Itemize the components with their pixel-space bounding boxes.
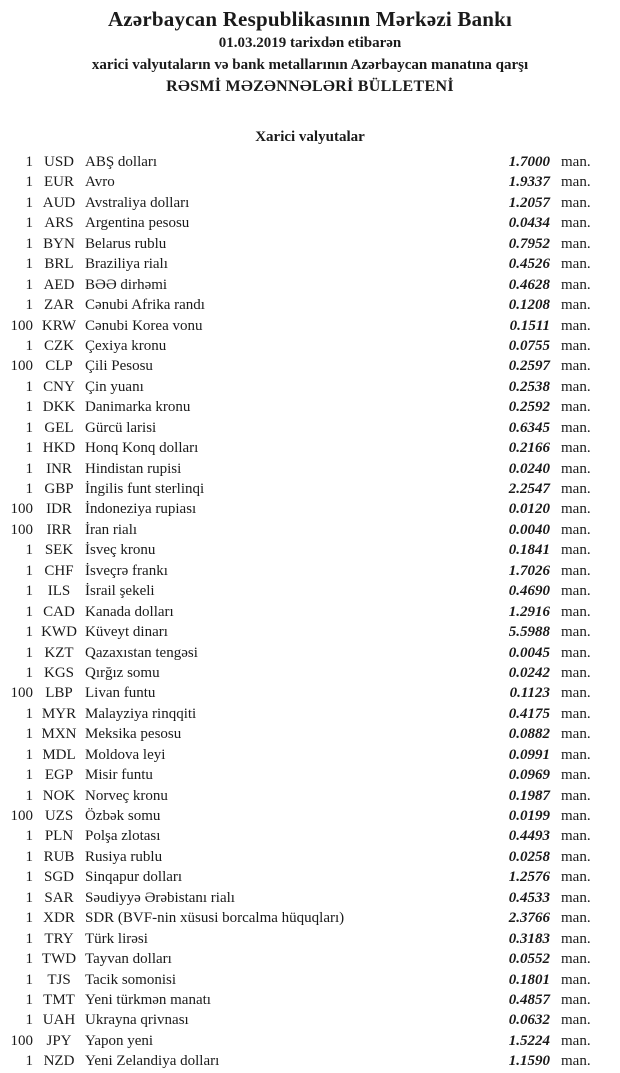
rate-quantity: 1 (25, 337, 33, 354)
rate-unit-label: man. (561, 624, 591, 641)
rate-currency-name: İngilis funt sterlinqi (85, 481, 205, 497)
rate-currency-name: Tayvan dolları (85, 951, 172, 968)
rate-value: 0.1841 (508, 542, 550, 559)
rate-currency-code: GEL (44, 419, 74, 436)
rate-currency-code: AED (43, 276, 75, 293)
rate-currency-name: Misir funtu (85, 767, 153, 784)
rate-currency-name: Moldova leyi (85, 746, 166, 763)
rate-currency-code: CNY (43, 378, 75, 395)
rate-currency-name: BƏƏ dirhəmi (85, 276, 168, 293)
rate-currency-name: Qırğız somu (85, 664, 160, 681)
rate-row (0, 929, 620, 949)
rate-row (0, 745, 620, 765)
rate-quantity: 1 (25, 256, 33, 273)
rate-row (0, 704, 620, 724)
rate-quantity: 100 (10, 521, 33, 538)
section-title-foreign-currencies: Xarici valyutalar (255, 129, 365, 145)
rate-quantity: 1 (25, 664, 33, 681)
rate-unit-label: man. (561, 808, 591, 824)
rate-currency-name: Meksika pesosu (85, 726, 182, 743)
rates-table (0, 152, 620, 1072)
rate-quantity: 1 (25, 848, 33, 865)
rate-value: 0.4533 (508, 889, 550, 906)
rate-row (0, 316, 620, 336)
rate-unit-label: man. (561, 399, 591, 416)
rate-value: 0.1123 (509, 685, 550, 702)
rate-row (0, 724, 620, 744)
rate-currency-code: LBP (45, 685, 73, 702)
rate-value: 1.1590 (508, 1053, 550, 1070)
rate-unit-label: man. (561, 910, 591, 927)
rate-row (0, 397, 620, 417)
rate-row (0, 295, 620, 315)
rate-value: 0.4857 (508, 991, 550, 1008)
rate-quantity: 1 (25, 705, 33, 722)
subject-line: xarici valyutaların və bank metallarının Azərbaycan manatına qarşı (91, 57, 529, 73)
rate-unit-label: man. (561, 869, 591, 886)
rate-quantity: 1 (25, 910, 33, 927)
rate-quantity: 1 (25, 235, 33, 252)
rate-row (0, 1031, 620, 1051)
rate-currency-code: BRL (44, 256, 74, 273)
rate-unit-label: man. (561, 235, 591, 252)
rate-currency-code: TRY (44, 930, 74, 947)
rate-value: 0.1511 (509, 317, 550, 334)
rate-quantity: 1 (25, 215, 33, 232)
rate-quantity: 1 (25, 297, 33, 314)
rate-unit-label: man. (561, 337, 591, 354)
rate-value: 1.7026 (508, 562, 550, 579)
rate-currency-name: Ukrayna qrivnası (85, 1012, 189, 1029)
rate-row (0, 908, 620, 928)
rate-row (0, 540, 620, 560)
rate-value: 0.2538 (508, 378, 550, 395)
rate-currency-name: Yeni türkmən manatı (85, 991, 211, 1008)
rate-currency-name: Braziliya rialı (85, 256, 168, 273)
rate-currency-name: ABŞ dolları (85, 154, 158, 170)
rate-value: 0.4628 (508, 276, 550, 293)
rate-currency-name: SDR (BVF-nin xüsusi borcalma hüquqları) (85, 910, 345, 927)
rate-value: 0.0120 (508, 501, 550, 518)
rate-currency-code: SGD (43, 869, 74, 886)
rate-value: 0.0991 (508, 746, 550, 763)
rate-unit-label: man. (561, 562, 591, 579)
rate-unit-label: man. (561, 664, 591, 681)
rate-currency-code: TJS (47, 971, 71, 988)
rate-currency-code: AUD (42, 194, 76, 211)
rate-unit-label: man. (561, 481, 591, 497)
rate-currency-code: KRW (41, 317, 77, 334)
rate-currency-name: Sinqapur dolları (85, 869, 183, 886)
rate-row (0, 847, 620, 867)
rate-currency-name: Yeni Zelandiya dolları (85, 1053, 220, 1070)
rate-row (0, 254, 620, 274)
rate-quantity: 100 (10, 317, 33, 334)
rate-unit-label: man. (561, 991, 591, 1008)
rate-currency-code: INR (46, 460, 72, 477)
rate-currency-name: Çexiya kronu (85, 337, 167, 354)
rate-currency-name: Cənubi Korea vonu (85, 317, 203, 334)
rate-currency-name: Çili Pesosu (85, 358, 153, 375)
rate-unit-label: man. (561, 603, 591, 620)
rate-value: 0.0242 (508, 664, 550, 681)
rate-value: 0.3183 (508, 930, 550, 947)
rate-currency-code: NZD (43, 1053, 75, 1070)
rate-currency-name: Çin yuanı (85, 378, 144, 395)
rate-quantity: 1 (25, 951, 33, 968)
rate-currency-name: Yapon yeni (85, 1032, 154, 1049)
rate-currency-code: RUB (43, 848, 75, 865)
rate-row (0, 356, 620, 376)
rate-unit-label: man. (561, 930, 591, 947)
rate-currency-code: SEK (44, 542, 74, 559)
rate-value: 0.0552 (508, 951, 550, 968)
rate-quantity: 1 (25, 787, 33, 804)
rate-currency-name: Rusiya rublu (85, 848, 163, 865)
rate-currency-name: Qazaxıstan tengəsi (85, 644, 198, 661)
rate-value: 0.0199 (508, 808, 550, 824)
rate-currency-name: Avstraliya dolları (85, 194, 190, 211)
rate-currency-code: MXN (41, 726, 77, 743)
rate-currency-code: UAH (42, 1012, 76, 1029)
rate-quantity: 100 (10, 685, 33, 702)
rate-currency-name: Malayziya rinqqiti (85, 705, 197, 722)
rate-quantity: 100 (10, 358, 33, 375)
rate-currency-code: JPY (46, 1032, 72, 1049)
rate-row (0, 990, 620, 1010)
rate-currency-code: CLP (45, 358, 73, 375)
rate-unit-label: man. (561, 256, 591, 273)
rate-row (0, 438, 620, 458)
rate-unit-label: man. (561, 951, 591, 968)
rate-quantity: 1 (25, 1053, 33, 1070)
rate-quantity: 1 (25, 930, 33, 947)
rate-unit-label: man. (561, 440, 591, 457)
rate-unit-label: man. (561, 971, 591, 988)
rate-currency-code: MDL (42, 746, 76, 763)
rate-quantity: 1 (25, 481, 33, 497)
rate-row (0, 459, 620, 479)
rate-currency-code: MYR (41, 705, 77, 722)
rate-value: 0.0040 (508, 521, 550, 538)
rate-currency-code: SAR (44, 889, 74, 906)
rate-value: 0.1987 (508, 787, 550, 804)
rate-currency-code: EGP (44, 767, 74, 784)
rate-unit-label: man. (561, 276, 591, 293)
rate-row (0, 888, 620, 908)
rate-row (0, 806, 620, 826)
rate-value: 0.4175 (508, 705, 550, 722)
rate-value: 0.0240 (508, 460, 550, 477)
rate-value: 0.1801 (508, 971, 550, 988)
rate-value: 0.0434 (508, 215, 550, 232)
rate-unit-label: man. (561, 787, 591, 804)
rate-unit-label: man. (561, 583, 591, 600)
rate-quantity: 1 (25, 767, 33, 784)
rate-unit-label: man. (561, 726, 591, 743)
rate-currency-name: Cənubi Afrika randı (85, 297, 205, 314)
rate-currency-code: USD (43, 154, 74, 170)
rate-currency-code: ARS (44, 215, 74, 232)
rate-value: 2.2547 (508, 481, 550, 497)
rate-value: 1.2916 (508, 603, 550, 620)
rate-currency-name: İndoneziya rupiası (85, 501, 197, 518)
rate-currency-code: GBP (44, 481, 74, 497)
rate-quantity: 1 (25, 1012, 33, 1029)
rate-unit-label: man. (561, 767, 591, 784)
rate-value: 0.2597 (508, 358, 550, 375)
rate-currency-code: KWD (41, 624, 77, 641)
rate-unit-label: man. (561, 1012, 591, 1029)
rate-quantity: 1 (25, 562, 33, 579)
rate-row (0, 336, 620, 356)
rate-quantity: 1 (25, 991, 33, 1008)
rate-value: 0.0755 (508, 337, 550, 354)
bank-name-title: Azərbaycan Respublikasının Mərkəzi Bankı (107, 7, 513, 31)
rate-currency-code: NOK (42, 787, 76, 804)
rate-quantity: 1 (25, 971, 33, 988)
rate-unit-label: man. (561, 542, 591, 559)
rate-currency-code: KGS (43, 664, 74, 681)
rate-currency-name: Tacik somonisi (85, 971, 177, 988)
rate-value: 2.3766 (508, 910, 550, 927)
rate-row (0, 683, 620, 703)
rate-quantity: 1 (25, 624, 33, 641)
rate-currency-name: Polşa zlotası (85, 828, 161, 845)
rate-currency-name: Türk lirəsi (85, 930, 148, 947)
rate-quantity: 1 (25, 378, 33, 395)
rate-value: 0.4493 (508, 828, 550, 845)
rate-value: 5.5988 (508, 624, 550, 641)
rate-quantity: 1 (25, 399, 33, 416)
rate-row (0, 786, 620, 806)
rate-unit-label: man. (561, 1053, 591, 1070)
rate-row (0, 520, 620, 540)
rate-currency-name: Livan funtu (85, 685, 156, 702)
rate-currency-code: UZS (44, 808, 74, 824)
rate-currency-name: İsveç kronu (85, 542, 156, 559)
rate-currency-name: Honq Konq dolları (85, 440, 199, 457)
rate-unit-label: man. (561, 889, 591, 906)
rate-row (0, 213, 620, 233)
rate-value: 0.2592 (508, 399, 550, 416)
rate-currency-name: Özbək somu (85, 808, 161, 824)
effective-date-line: 01.03.2019 tarixdən etibarən (218, 35, 402, 51)
rate-row (0, 172, 620, 192)
rate-row (0, 152, 620, 172)
rate-value: 0.4690 (508, 583, 550, 600)
rate-unit-label: man. (561, 746, 591, 763)
rate-currency-code: IRR (46, 521, 72, 538)
rate-quantity: 1 (25, 419, 33, 436)
rate-unit-label: man. (561, 705, 591, 722)
rate-row (0, 377, 620, 397)
rate-row (0, 867, 620, 887)
rate-row (0, 234, 620, 254)
rate-row (0, 970, 620, 990)
rate-quantity: 1 (25, 869, 33, 886)
rate-unit-label: man. (561, 521, 591, 538)
rate-value: 0.2166 (508, 440, 550, 457)
rate-currency-name: Gürcü larisi (85, 419, 157, 436)
rate-currency-name: İran rialı (85, 521, 138, 538)
rate-currency-name: Hindistan rupisi (85, 460, 182, 477)
rate-currency-code: ILS (47, 583, 71, 600)
rate-row (0, 479, 620, 499)
rate-unit-label: man. (561, 174, 591, 191)
rate-value: 0.7952 (508, 235, 550, 252)
rate-currency-name: Danimarka kronu (85, 399, 191, 416)
rate-row (0, 602, 620, 622)
rate-currency-name: Kanada dolları (85, 603, 174, 620)
rate-quantity: 1 (25, 726, 33, 743)
rate-currency-code: PLN (44, 828, 74, 845)
rate-quantity: 1 (25, 583, 33, 600)
rate-value: 1.2057 (508, 194, 550, 211)
rate-value: 1.7000 (508, 154, 550, 170)
rate-row (0, 949, 620, 969)
rate-quantity: 100 (10, 808, 33, 824)
rate-row (0, 826, 620, 846)
rate-unit-label: man. (561, 317, 591, 334)
rate-value: 1.9337 (508, 174, 550, 191)
rate-row (0, 663, 620, 683)
rate-value: 0.0632 (508, 1012, 550, 1029)
rate-row (0, 275, 620, 295)
rate-quantity: 1 (25, 440, 33, 457)
rate-row (0, 499, 620, 519)
rate-value: 0.0045 (508, 644, 550, 661)
rate-currency-name: Argentina pesosu (85, 215, 190, 232)
rate-row (0, 418, 620, 438)
rate-unit-label: man. (561, 848, 591, 865)
rate-quantity: 100 (10, 1032, 33, 1049)
rate-row (0, 622, 620, 642)
rate-unit-label: man. (561, 215, 591, 232)
rate-value: 1.5224 (508, 1032, 550, 1049)
rate-quantity: 1 (25, 828, 33, 845)
rate-currency-code: IDR (46, 501, 72, 518)
rate-value: 0.0882 (508, 726, 550, 743)
rate-currency-name: Norveç kronu (85, 787, 168, 804)
rate-currency-code: TMT (43, 991, 75, 1008)
rate-quantity: 1 (25, 154, 33, 170)
rate-value: 0.0258 (508, 848, 550, 865)
rate-unit-label: man. (561, 419, 591, 436)
rate-row (0, 643, 620, 663)
rate-row (0, 581, 620, 601)
rate-quantity: 1 (25, 276, 33, 293)
rate-currency-code: XDR (43, 910, 75, 927)
rate-currency-name: Küveyt dinarı (85, 624, 168, 641)
rate-unit-label: man. (561, 501, 591, 518)
rate-quantity: 1 (25, 889, 33, 906)
rate-currency-name: İsrail şekeli (85, 583, 155, 600)
bulletin-title: RƏSMİ MƏZƏNNƏLƏRİ BÜLLETENİ (166, 78, 454, 95)
rate-currency-code: DKK (42, 399, 76, 416)
rate-currency-code: HKD (42, 440, 76, 457)
rate-quantity: 100 (10, 501, 33, 518)
rate-unit-label: man. (561, 460, 591, 477)
rate-currency-code: KZT (44, 644, 74, 661)
rate-quantity: 1 (25, 174, 33, 191)
rate-value: 1.2576 (508, 869, 550, 886)
rate-unit-label: man. (561, 685, 591, 702)
rate-value: 0.6345 (508, 419, 550, 436)
rate-currency-name: Avro (85, 174, 115, 191)
rate-unit-label: man. (561, 154, 591, 170)
rate-currency-code: CAD (43, 603, 75, 620)
rate-quantity: 1 (25, 194, 33, 211)
rate-currency-code: TWD (41, 951, 77, 968)
rate-row (0, 1010, 620, 1030)
rate-unit-label: man. (561, 194, 591, 211)
rate-row (0, 765, 620, 785)
rate-quantity: 1 (25, 746, 33, 763)
rate-unit-label: man. (561, 378, 591, 395)
rate-unit-label: man. (561, 297, 591, 314)
rate-row (0, 1051, 620, 1071)
rate-currency-name: İsveçrə frankı (85, 562, 168, 579)
rate-currency-code: CHF (44, 562, 74, 579)
rate-value: 0.4526 (508, 256, 550, 273)
rate-quantity: 1 (25, 460, 33, 477)
rate-value: 0.1208 (508, 297, 550, 314)
rate-currency-code: ZAR (44, 297, 74, 314)
rate-unit-label: man. (561, 1032, 591, 1049)
rate-quantity: 1 (25, 644, 33, 661)
rate-unit-label: man. (561, 644, 591, 661)
rate-currency-name: Səudiyyə Ərəbistanı rialı (85, 889, 235, 906)
rate-unit-label: man. (561, 828, 591, 845)
rate-currency-name: Belarus rublu (85, 235, 167, 252)
rate-currency-code: CZK (44, 337, 74, 354)
rate-quantity: 1 (25, 603, 33, 620)
rate-value: 0.0969 (508, 767, 550, 784)
rate-quantity: 1 (25, 542, 33, 559)
rate-unit-label: man. (561, 358, 591, 375)
rate-currency-code: BYN (43, 235, 75, 252)
rate-row (0, 193, 620, 213)
rate-row (0, 561, 620, 581)
rate-currency-code: EUR (44, 174, 74, 191)
